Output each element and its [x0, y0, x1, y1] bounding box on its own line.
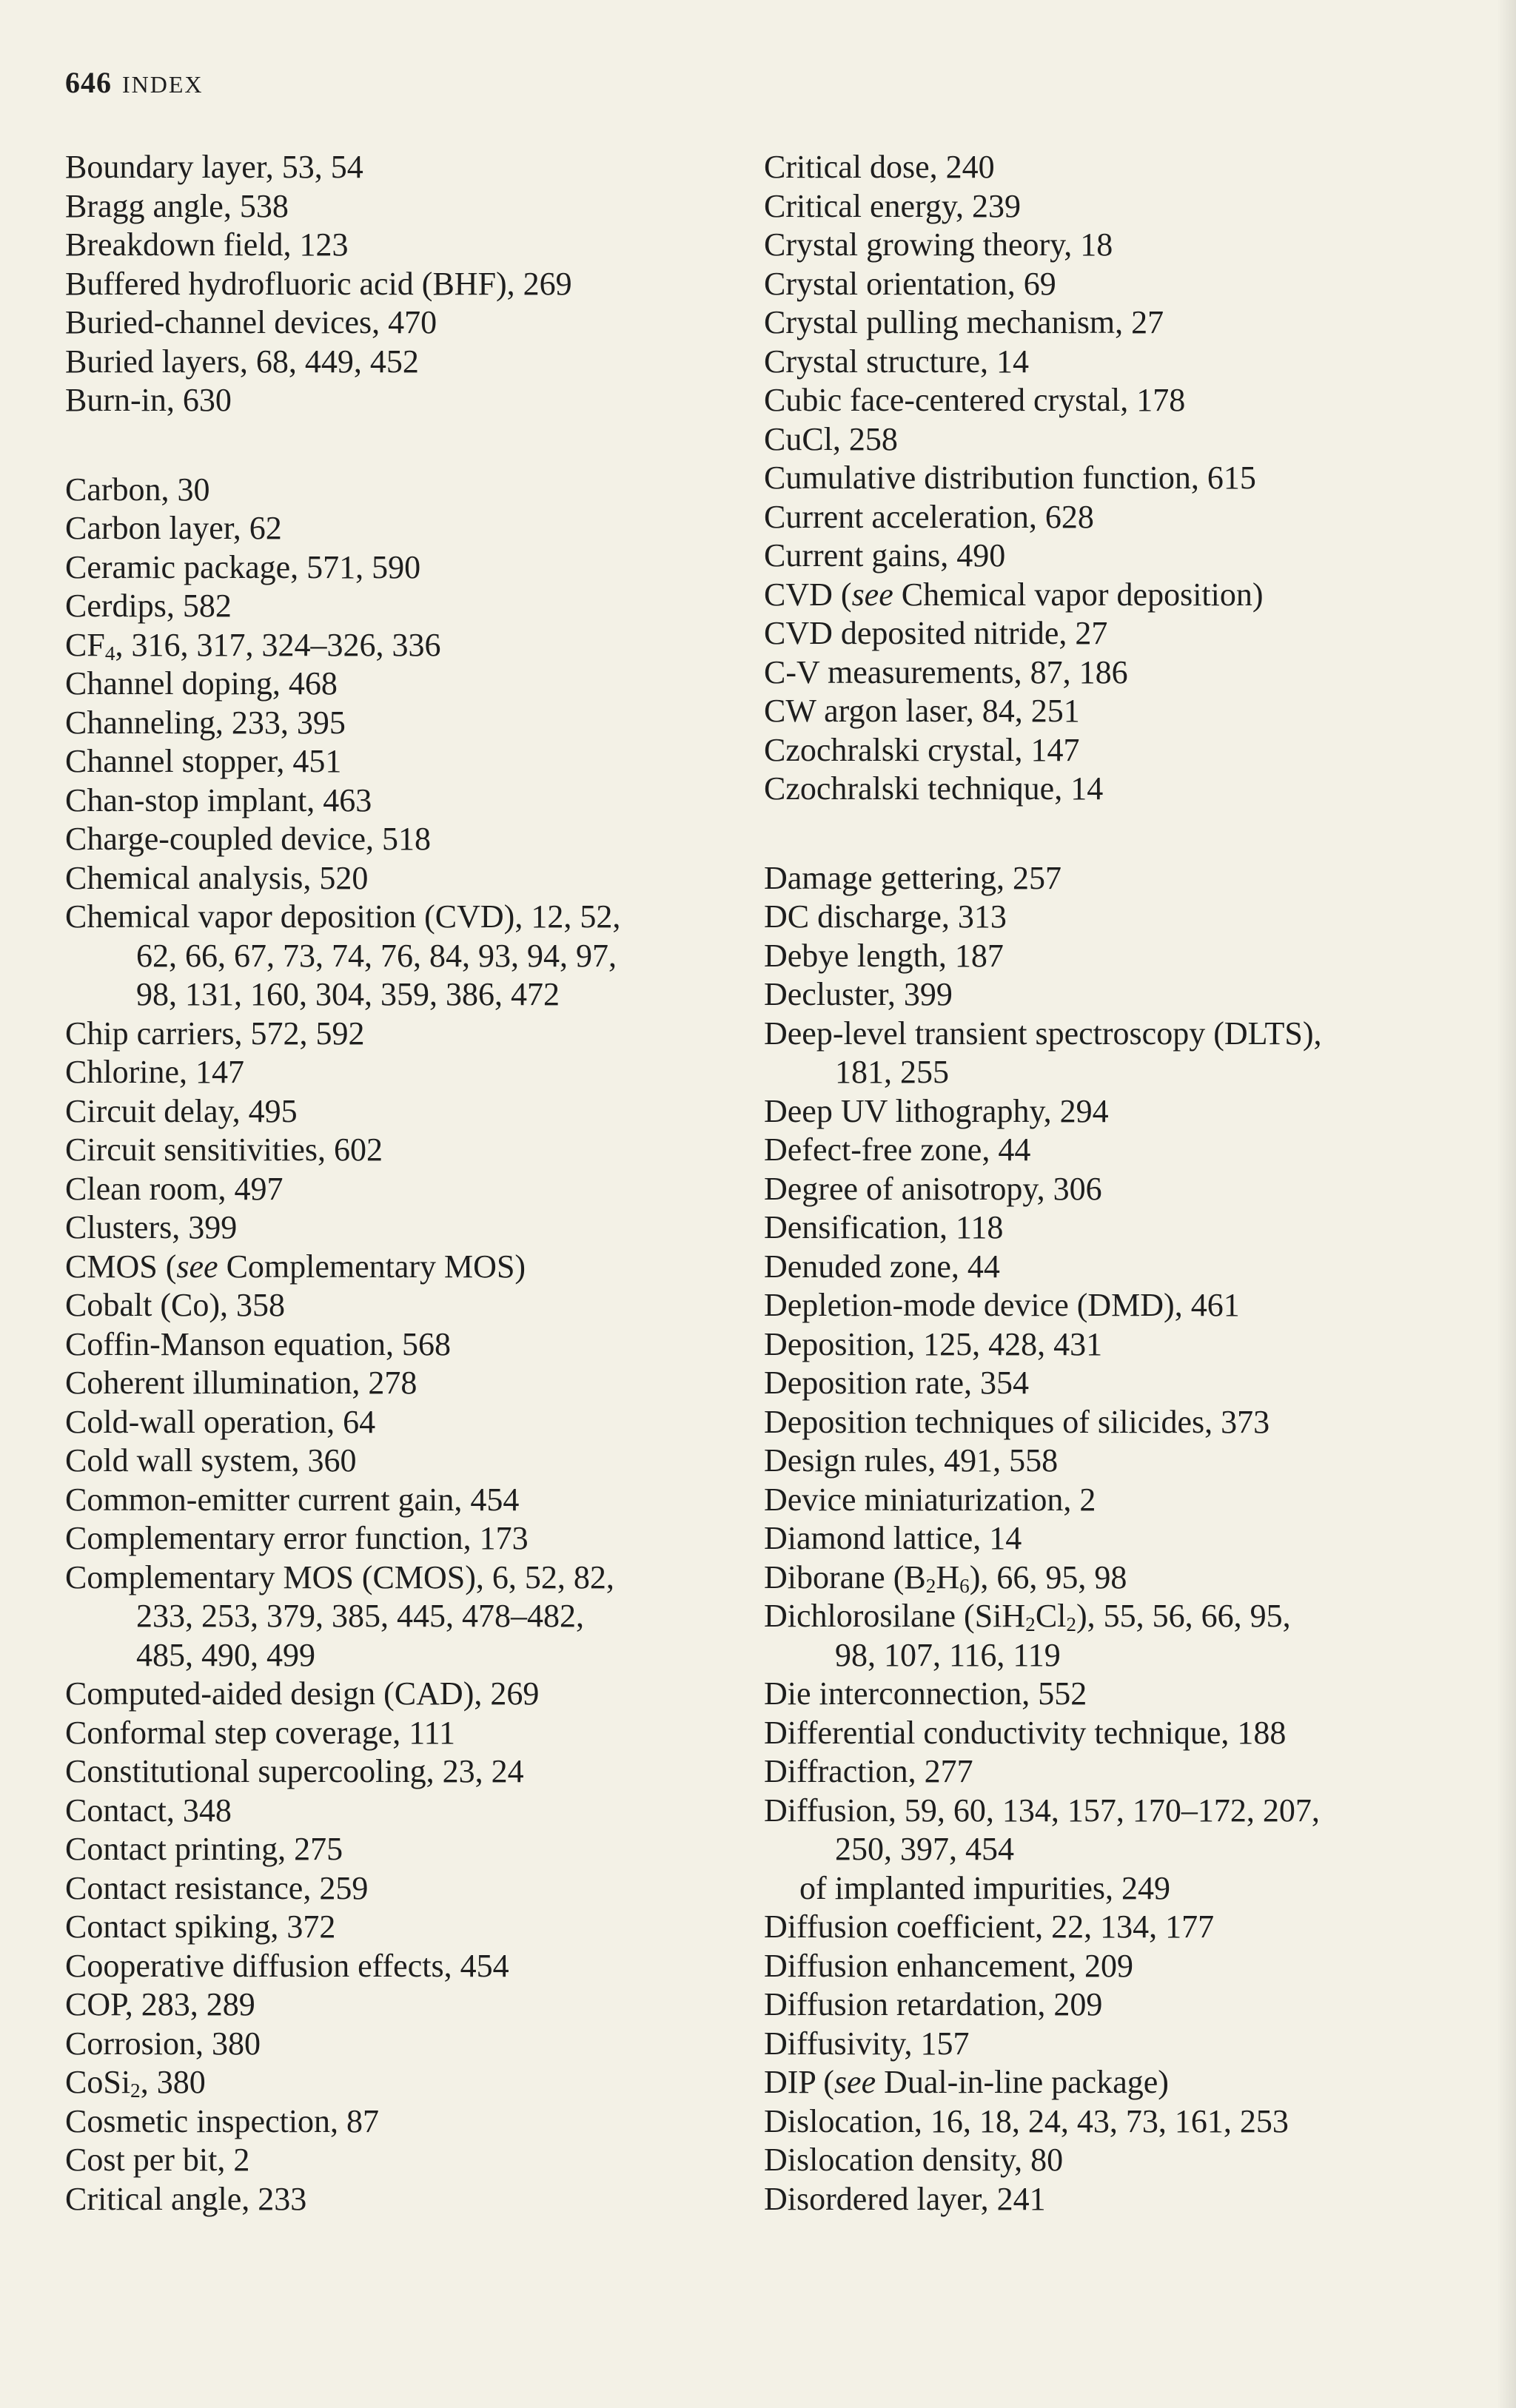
index-entry: [65, 742, 731, 781]
entry-text: Die interconnection, 552: [764, 1675, 1087, 1712]
entry-text: Buried layers, 68, 449, 452: [65, 343, 419, 380]
entry-text: Disordered layer, 241: [764, 2180, 1046, 2217]
index-entry: [65, 2025, 731, 2064]
index-entry: [764, 148, 1467, 187]
index-entry: [764, 614, 1467, 653]
index-entry: [764, 576, 1467, 615]
entry-text: Burn-in, 630: [65, 382, 232, 418]
entry-text: Deposition rate, 354: [764, 1365, 1030, 1401]
index-entry-continuation: [764, 1830, 1467, 1869]
index-entry: [764, 537, 1467, 576]
index-entry: [65, 1403, 731, 1442]
index-entry: [764, 303, 1467, 343]
entry-text: ), 55, 56, 66, 95,: [1076, 1598, 1291, 1634]
index-entry: [65, 187, 731, 226]
entry-text: Ceramic package, 571, 590: [65, 548, 421, 585]
index-entry: [65, 704, 731, 743]
index-entry: [65, 820, 731, 859]
index-entry: [764, 1714, 1467, 1753]
entry-text: Chlorine, 147: [65, 1054, 244, 1090]
entry-text: Channel stopper, 451: [65, 743, 342, 779]
entry-text: Dislocation, 16, 18, 24, 43, 73, 161, 253: [764, 2102, 1289, 2139]
entry-text: Coherent illumination, 278: [65, 1365, 417, 1401]
index-entry-continuation: [65, 975, 731, 1015]
entry-text: Cl: [1035, 1598, 1067, 1634]
index-entry: [65, 1170, 731, 1209]
see-reference: see: [834, 2064, 876, 2100]
entry-text: Deposition, 125, 428, 431: [764, 1325, 1103, 1362]
entry-text: H: [936, 1558, 960, 1595]
index-entry: [764, 187, 1467, 226]
letter-group-gap: [764, 809, 1467, 859]
index-entry-continuation: [65, 1636, 731, 1675]
index-entry-continuation: [764, 1869, 1467, 1908]
entry-text: Dual-in-line package): [876, 2064, 1169, 2100]
entry-text: Computed-aided design (CAD), 269: [65, 1675, 540, 1712]
index-entry: [65, 2063, 731, 2102]
index-entry: [764, 2025, 1467, 2064]
subscript: 2: [1066, 1613, 1077, 1635]
index-entry: [65, 1792, 731, 1831]
index-entry: [65, 1442, 731, 1481]
entry-text: DIP (: [764, 2064, 834, 2100]
entry-text: Deep-level transient spectroscopy (DLTS),: [764, 1015, 1322, 1052]
index-entry: [764, 1092, 1467, 1131]
entry-text: Carbon layer, 62: [65, 510, 282, 546]
entry-text: Depletion-mode device (DMD), 461: [764, 1287, 1240, 1323]
subscript: 2: [1025, 1613, 1036, 1635]
entry-text: Cubic face-centered crystal, 178: [764, 382, 1186, 418]
index-entry: [65, 626, 731, 665]
entry-text: Chip carriers, 572, 592: [65, 1015, 365, 1052]
index-entry: [65, 1092, 731, 1131]
index-entry: [764, 859, 1467, 898]
entry-text: Breakdown field, 123: [65, 226, 349, 263]
entry-text: CF: [65, 626, 105, 663]
entry-text: 485, 490, 499: [136, 1636, 315, 1673]
entry-text: Critical dose, 240: [764, 149, 995, 185]
index-entry: [764, 1908, 1467, 1947]
index-entry: [764, 1792, 1467, 1831]
index-entry: [764, 2102, 1467, 2142]
entry-text: Debye length, 187: [764, 937, 1004, 974]
index-entry: [764, 1675, 1467, 1714]
entry-text: Diffusivity, 157: [764, 2025, 970, 2062]
entry-text: Crystal orientation, 69: [764, 265, 1056, 302]
entry-text: Channeling, 233, 395: [65, 704, 346, 741]
entry-text: Damage gettering, 257: [764, 859, 1061, 896]
entry-text: Complementary MOS (CMOS), 6, 52, 82,: [65, 1558, 614, 1595]
index-entry: [764, 1947, 1467, 1986]
entry-text: Clean room, 497: [65, 1170, 284, 1207]
index-entry: [65, 1947, 731, 1986]
entry-text: Critical energy, 239: [764, 187, 1022, 224]
index-entry: [764, 1325, 1467, 1365]
entry-text: 98, 131, 160, 304, 359, 386, 472: [136, 976, 560, 1012]
index-entry: [764, 1131, 1467, 1170]
index-entry: [65, 2180, 731, 2219]
entry-text: Buffered hydrofluoric acid (BHF), 269: [65, 265, 572, 302]
page-number: 646: [65, 66, 112, 99]
index-entry-continuation: [764, 1053, 1467, 1092]
entry-text: Chemical vapor deposition (CVD), 12, 52,: [65, 898, 621, 935]
entry-text: DC discharge, 313: [764, 898, 1007, 935]
entry-text: Cobalt (Co), 358: [65, 1287, 285, 1323]
index-entry: [764, 653, 1467, 693]
entry-text: CVD deposited nitride, 27: [764, 615, 1108, 651]
entry-text: Cold wall system, 360: [65, 1442, 357, 1479]
index-entry: [764, 975, 1467, 1015]
index-entry: [65, 509, 731, 548]
index-entry: [65, 548, 731, 588]
entry-text: Cost per bit, 2: [65, 2142, 250, 2178]
entry-text: Boundary layer, 53, 54: [65, 149, 363, 185]
index-entry: [764, 1442, 1467, 1481]
entry-text: Cooperative diffusion effects, 454: [65, 1947, 509, 1984]
entry-text: Czochralski technique, 14: [764, 770, 1104, 807]
entry-text: ), 66, 95, 98: [969, 1558, 1127, 1595]
index-entry: [65, 1131, 731, 1170]
index-entry: [764, 731, 1467, 770]
index-entry: [65, 381, 731, 420]
index-entry-continuation: [65, 1597, 731, 1636]
index-entry: [764, 1248, 1467, 1287]
entry-text: CVD (: [764, 576, 852, 613]
entry-text: C-V measurements, 87, 186: [764, 653, 1128, 690]
index-entry: [65, 1481, 731, 1520]
index-entry: [65, 1869, 731, 1908]
index-entry: [764, 1519, 1467, 1558]
entry-text: Diffusion retardation, 209: [764, 1986, 1103, 2022]
index-entry: [764, 770, 1467, 809]
entry-text: Contact spiking, 372: [65, 1908, 336, 1945]
entry-text: Complementary MOS): [218, 1248, 526, 1285]
entry-text: Diborane (B: [764, 1558, 926, 1595]
entry-text: Circuit delay, 495: [65, 1092, 298, 1129]
entry-text: Deep UV lithography, 294: [764, 1092, 1109, 1129]
index-entry: [65, 1325, 731, 1365]
subscript: 2: [130, 2079, 141, 2102]
index-entry: [65, 1053, 731, 1092]
index-entry: [764, 1170, 1467, 1209]
entry-text: Degree of anisotropy, 306: [764, 1170, 1102, 1207]
entry-text: Diamond lattice, 14: [764, 1520, 1022, 1556]
index-entry: [764, 2180, 1467, 2219]
index-entry: [65, 1985, 731, 2025]
entry-text: Constitutional supercooling, 23, 24: [65, 1753, 524, 1789]
index-entry: [65, 898, 731, 937]
index-entry: [65, 1908, 731, 1947]
index-entry: [65, 2141, 731, 2180]
entry-text: of implanted impurities, 249: [799, 1869, 1171, 1906]
entry-text: Diffusion enhancement, 209: [764, 1947, 1133, 1984]
entry-text: Czochralski crystal, 147: [764, 731, 1080, 768]
entry-text: Contact resistance, 259: [65, 1869, 369, 1906]
index-entry: [764, 420, 1467, 460]
index-entry: [764, 459, 1467, 498]
index-entry: [65, 1248, 731, 1287]
index-entry: [764, 2063, 1467, 2102]
index-entry: [764, 226, 1467, 265]
subscript: 4: [104, 642, 115, 665]
index-entry: [65, 781, 731, 821]
index-entry: [764, 1286, 1467, 1325]
index-entry: [764, 265, 1467, 304]
subscript: 6: [959, 1574, 970, 1597]
index-entry: [764, 498, 1467, 537]
index-entry: [65, 1675, 731, 1714]
index-entry: [764, 898, 1467, 937]
index-entry: [65, 1519, 731, 1558]
index-entry: [65, 343, 731, 382]
index-entry: [65, 1558, 731, 1598]
entry-text: Complementary error function, 173: [65, 1520, 529, 1556]
entry-text: Critical angle, 233: [65, 2180, 307, 2217]
see-reference: see: [176, 1248, 218, 1285]
index-entry: [764, 1015, 1467, 1054]
entry-text: Denuded zone, 44: [764, 1248, 1000, 1285]
index-entry: [764, 1985, 1467, 2025]
entry-text: Clusters, 399: [65, 1209, 238, 1245]
entry-text: Crystal structure, 14: [764, 343, 1030, 380]
index-entry: [65, 226, 731, 265]
entry-text: Design rules, 491, 558: [764, 1442, 1059, 1479]
entry-text: Cosmetic inspection, 87: [65, 2102, 380, 2139]
index-entry: [65, 1015, 731, 1054]
entry-text: Current acceleration, 628: [764, 498, 1094, 535]
entry-text: Bragg angle, 538: [65, 187, 289, 224]
index-entry: [65, 471, 731, 510]
page-header: [65, 65, 204, 100]
entry-text: Cumulative distribution function, 615: [764, 460, 1256, 496]
index-entry-continuation: [65, 937, 731, 976]
entry-text: Diffraction, 277: [764, 1753, 973, 1789]
entry-text: Device miniaturization, 2: [764, 1481, 1096, 1518]
entry-text: 98, 107, 116, 119: [835, 1636, 1061, 1673]
entry-text: Cold-wall operation, 64: [65, 1403, 376, 1440]
entry-text: COP, 283, 289: [65, 1986, 255, 2022]
entry-text: Chan-stop implant, 463: [65, 781, 372, 818]
entry-text: Dislocation density, 80: [764, 2142, 1064, 2178]
entry-text: CW argon laser, 84, 251: [764, 693, 1080, 729]
entry-text: CMOS (: [65, 1248, 177, 1285]
entry-text: Circuit sensitivities, 602: [65, 1131, 383, 1168]
index-entry: [764, 1597, 1467, 1636]
index-entry: [65, 1752, 731, 1792]
entry-text: Differential conductivity technique, 188: [764, 1714, 1287, 1751]
entry-text: Defect-free zone, 44: [764, 1131, 1031, 1168]
subscript: 2: [925, 1574, 936, 1597]
index-entry: [65, 1208, 731, 1248]
entry-text: , 316, 317, 324–326, 336: [115, 626, 441, 663]
index-entry: [764, 1208, 1467, 1248]
section-title: INDEX: [122, 71, 204, 98]
entry-text: Corrosion, 380: [65, 2025, 261, 2062]
index-entry-continuation: [764, 1636, 1467, 1675]
entry-text: Charge-coupled device, 518: [65, 821, 432, 857]
entry-text: Dichlorosilane (SiH: [764, 1598, 1026, 1634]
index-entry: [764, 692, 1467, 731]
index-entry: [65, 1830, 731, 1869]
index-entry: [65, 1364, 731, 1403]
entry-text: Chemical vapor deposition): [893, 576, 1264, 613]
entry-text: CoSi: [65, 2064, 131, 2100]
entry-text: Channel doping, 468: [65, 665, 338, 702]
entry-text: 250, 397, 454: [835, 1831, 1014, 1867]
index-entry: [764, 1364, 1467, 1403]
index-entry: [65, 2102, 731, 2142]
entry-text: Chemical analysis, 520: [65, 859, 369, 896]
entry-text: Current gains, 490: [764, 537, 1006, 574]
entry-text: Conformal step coverage, 111: [65, 1714, 456, 1751]
index-entry: [764, 1558, 1467, 1598]
entry-text: Carbon, 30: [65, 471, 210, 508]
entry-text: Cerdips, 582: [65, 588, 232, 624]
index-entry: [65, 587, 731, 626]
entry-text: Contact, 348: [65, 1792, 232, 1829]
index-entry: [65, 1714, 731, 1753]
page-edge-shadow: [1497, 0, 1516, 2408]
index-entry: [764, 1403, 1467, 1442]
entry-text: , 380: [140, 2064, 206, 2100]
entry-text: Densification, 118: [764, 1209, 1004, 1245]
entry-text: Decluster, 399: [764, 976, 953, 1012]
see-reference: see: [851, 576, 893, 613]
index-entry: [764, 937, 1467, 976]
index-entry: [764, 381, 1467, 420]
entry-text: CuCl, 258: [764, 420, 898, 457]
index-entry: [65, 148, 731, 187]
index-entry: [65, 665, 731, 704]
entry-text: Diffusion, 59, 60, 134, 157, 170–172, 207,: [764, 1792, 1320, 1829]
entry-text: Crystal growing theory, 18: [764, 226, 1113, 263]
index-entry: [764, 1752, 1467, 1792]
index-entry: [65, 303, 731, 343]
index-column-left: [65, 148, 731, 2219]
entry-text: Crystal pulling mechanism, 27: [764, 304, 1164, 340]
entry-text: Deposition techniques of silicides, 373: [764, 1403, 1270, 1440]
entry-text: Common-emitter current gain, 454: [65, 1481, 520, 1518]
entry-text: Coffin-Manson equation, 568: [65, 1325, 452, 1362]
entry-text: Contact printing, 275: [65, 1831, 343, 1867]
entry-text: 233, 253, 379, 385, 445, 478–482,: [136, 1598, 584, 1634]
index-column-right: [764, 148, 1467, 2219]
index-entry: [764, 1481, 1467, 1520]
entry-text: 62, 66, 67, 73, 74, 76, 84, 93, 94, 97,: [136, 937, 617, 974]
entry-text: 181, 255: [835, 1054, 949, 1090]
entry-text: Diffusion coefficient, 22, 134, 177: [764, 1908, 1215, 1945]
index-entry: [65, 265, 731, 304]
entry-text: Buried-channel devices, 470: [65, 304, 437, 340]
letter-group-gap: [65, 420, 731, 471]
index-entry: [65, 859, 731, 898]
index-entry: [65, 1286, 731, 1325]
index-entry: [764, 343, 1467, 382]
index-entry: [764, 2141, 1467, 2180]
